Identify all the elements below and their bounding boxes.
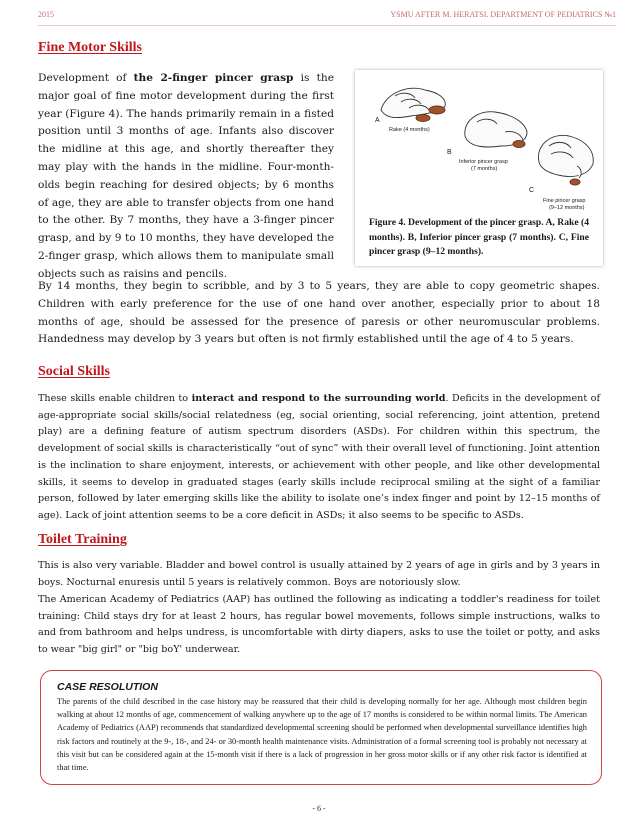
social-text-b: . Deficits in the development of age-appropriate social skills/social relatedness (eg, social orienting, social referencing, joint attention, pretend play) are a defining feature of autism spectrum disorders (ASDs). For children within this spectrum, the development of social skills is characteristically “out of sync” with their overall level of functioning. Joint attention is the inclination to share enjoyment, interests, or achievement with other people, and like other developmental skills, it seems to develop in graduated stages (early skills include reciprocal smiling at the sight of a familiar person, followed by later emerging skills like the ability to isolate one’s index finger and point by 12–15 months of age). Lack of joint attention seems to be a core deficit in ASDs; it also seems to be specific to ASDs. — [38, 393, 600, 521]
toilet-paragraph-2: The American Academy of Pediatrics (AAP) has outlined the following as indicating a toddler's readiness for toilet training: Child stays dry for at least 2 hours, has regular bowel movements, follows simple instructions, walks to and from bathroom and helps undress, is uncomfortable with dirty diapers, asks to use the toilet or potty, and asks to wear "big girl" or "big boY' underwear. — [38, 594, 600, 656]
caption-b-line1: Inferior pincer grasp — [459, 159, 508, 165]
hand-inferior-pincer-icon — [465, 112, 527, 148]
case-resolution-text: The parents of the child described in the case history may be reassured that their child is developing normally for her age. Although most children begin walking at about 12 months of age, commencement of walking anywhere up to the age of 17 months is considered to be within normal limits. The American Academy of Pediatrics (AAP) recommends that standardized developmental screening should be performed when developmental surveillance identifies high risk factors and routinely at the 9-, 18-, and 24- or 30-month health maintenance visits. Administration of a formal screening tool is probably not necessary at this visit but can be considered again at the 15-month visit if there is a lack of progression in her gross motor skills or if any other risk factor is identified at that time. — [57, 697, 587, 773]
heading-fine-motor: Fine Motor Skills — [38, 40, 142, 55]
hand-rake-icon — [381, 88, 445, 121]
figure-caption: Figure 4. Development of the pincer grasp. A, Rake (4 months). B, Inferior pincer grasp (7 months). C, Fine pincer grasp (9–12 months). — [369, 217, 589, 258]
social-paragraph — [38, 391, 600, 525]
label-b: B — [447, 149, 452, 156]
header-divider — [38, 25, 616, 26]
fine-motor-paragraph-2: By 14 months, they begin to scribble, and by 3 to 5 years, they are able to copy geometric shapes. Children with early preference for the use of one hand over another, especially prior to about 18 months of age, should be assessed for the presence of paresis or other neuromuscular problems. Handedness may develop by 3 years but often is not firmly established until the age of 4 to 5 years. — [38, 280, 600, 346]
fine-motor-paragraph-1 — [38, 70, 334, 284]
label-c: C — [529, 187, 535, 194]
hand-fine-pincer-icon — [538, 135, 593, 185]
header-year: 2015 — [38, 10, 54, 19]
page-header — [38, 10, 616, 24]
case-resolution-title: CASE RESOLUTION — [57, 681, 158, 693]
fine-motor-p1-text-b: is the major goal of fine motor development during the first year (Figure 4). The hands primarily remain in a fisted position until 3 months of age. Infants also discover the midline at this age, and shortly thereafter they may play with the hands in the midline. Four-month-olds begin reaching for desired objects; by 6 months of age, they are able to transfer objects from one hand to the other. By 7 months, they have a 3-finger pincer grasp, and by 9 to 10 months, they have developed the 2-finger grasp, which allows them to manipulate small objects such as raisins and pencils. — [38, 72, 334, 280]
caption-c-line2: (9–12 months) — [549, 205, 585, 211]
page-number: - 6 - — [312, 804, 326, 813]
heading-toilet-training: Toilet Training — [38, 532, 127, 547]
fine-motor-p1-text-a: Development of — [38, 72, 134, 84]
case-resolution-box — [40, 670, 602, 785]
caption-c-line1: Fine pincer grasp — [543, 198, 586, 204]
social-emphasis: interact and respond to the surrounding world — [191, 393, 446, 404]
social-text-a: These skills enable children to — [38, 393, 192, 404]
caption-a: Rake (4 months) — [389, 127, 430, 133]
header-org: YSMU AFTER M. HERATSI. DEPARTMENT OF PEDIATRICS №1 — [390, 10, 616, 19]
figure-pincer-grasp — [355, 70, 603, 266]
caption-b-line2: (7 months) — [471, 166, 498, 172]
toilet-paragraph-1: This is also very variable. Bladder and bowel control is usually attained by 2 years of age in girls and by 3 years in boys. Nocturnal enuresis until 5 years is relatively common. Boys are notoriously slow. — [38, 560, 600, 588]
heading-social-skills: Social Skills — [38, 364, 110, 379]
fine-motor-p1-emphasis: the 2-finger pincer grasp — [133, 72, 294, 84]
label-a: A — [375, 117, 380, 124]
